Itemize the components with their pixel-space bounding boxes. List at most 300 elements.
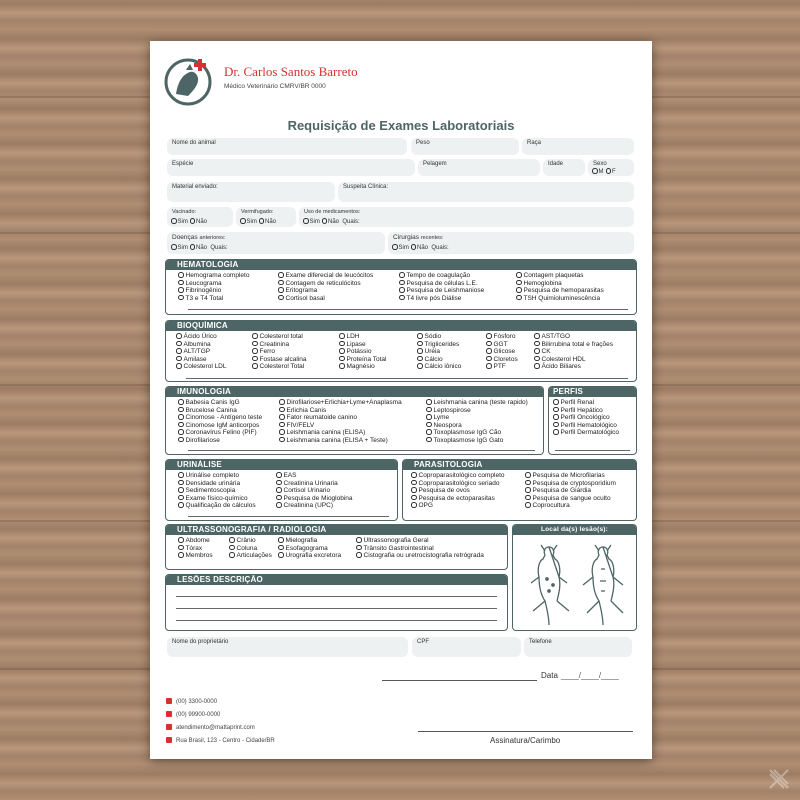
- exam-option-label: FIV/FELV: [286, 421, 315, 429]
- radio-circle-icon[interactable]: [399, 295, 405, 301]
- radio-circle-icon[interactable]: [178, 480, 184, 486]
- radio-circle-icon[interactable]: [279, 407, 285, 413]
- radio-circle-icon[interactable]: [417, 363, 423, 369]
- radio-circle-icon[interactable]: [178, 437, 184, 443]
- radio-no[interactable]: [259, 218, 265, 224]
- radio-circle-icon[interactable]: [276, 495, 282, 501]
- exam-option[interactable]: [178, 422, 262, 430]
- exam-option-label: Potássio: [346, 348, 372, 356]
- date-label: Data: [541, 671, 558, 680]
- exam-option[interactable]: [426, 399, 528, 407]
- radio-circle-icon[interactable]: [525, 480, 531, 486]
- exam-option-label: Fator reumatoide canino: [286, 414, 357, 422]
- exam-option[interactable]: [278, 537, 341, 545]
- radio-no[interactable]: [322, 218, 328, 224]
- exam-option[interactable]: [229, 545, 272, 553]
- exam-option[interactable]: [176, 348, 227, 356]
- exam-option[interactable]: [356, 537, 484, 545]
- exam-option-label: Fostase alcalina: [259, 355, 307, 363]
- section-bioquimica: [165, 320, 637, 382]
- radio-circle-icon[interactable]: [176, 348, 182, 354]
- exam-option-label: Coronavírus Felino (PIF): [185, 429, 257, 437]
- exam-option-label: Leishmania canina (teste rapido): [433, 399, 528, 406]
- description-line[interactable]: [176, 596, 497, 597]
- exam-option[interactable]: [411, 472, 505, 480]
- exam-option-label: Lipase: [346, 340, 366, 348]
- cpf-field[interactable]: CPF: [412, 637, 521, 657]
- radio-circle-icon[interactable]: [279, 437, 285, 443]
- radio-circle-icon[interactable]: [399, 272, 405, 278]
- radio-circle-icon[interactable]: [417, 356, 423, 362]
- exam-option[interactable]: [356, 552, 484, 560]
- exam-option-label: Mielografia: [285, 537, 318, 544]
- radio-circle-icon[interactable]: [356, 545, 362, 551]
- radio-circle-icon[interactable]: [417, 348, 423, 354]
- exam-option[interactable]: [399, 287, 484, 295]
- exam-option-label: Pesquisa de Leishmaniose: [406, 287, 485, 295]
- radio-circle-icon[interactable]: [178, 272, 184, 278]
- clinic-logo: [164, 56, 214, 106]
- exam-option-label: Creatinina (UPC): [283, 502, 333, 510]
- radio-circle-icon[interactable]: [178, 407, 184, 413]
- radio-no[interactable]: [411, 244, 417, 250]
- exam-option[interactable]: [178, 429, 262, 437]
- exam-option[interactable]: [411, 495, 505, 503]
- radio-circle-icon[interactable]: [426, 399, 432, 405]
- radio-circle-icon[interactable]: [178, 537, 184, 543]
- exam-option[interactable]: [339, 341, 387, 349]
- radio-circle-icon[interactable]: [486, 348, 492, 354]
- exam-option[interactable]: [178, 502, 256, 510]
- radio-circle-icon[interactable]: [229, 552, 235, 558]
- radio-circle-icon[interactable]: [553, 414, 559, 420]
- exam-option[interactable]: [417, 356, 461, 364]
- exam-option[interactable]: [553, 414, 619, 422]
- radio-circle-icon[interactable]: [417, 341, 423, 347]
- radio-circle-icon[interactable]: [534, 341, 540, 347]
- radio-circle-icon[interactable]: [176, 356, 182, 362]
- radio-circle-icon[interactable]: [178, 552, 184, 558]
- exam-option-label: Cinomose - Antígeno teste: [185, 414, 263, 422]
- radio-circle-icon[interactable]: [178, 429, 184, 435]
- section-local-lesao[interactable]: [512, 524, 637, 631]
- contact-phone: (00) 3300-0000: [166, 698, 217, 705]
- exam-option-label: Magnésio: [346, 363, 375, 371]
- exam-option[interactable]: [356, 545, 484, 553]
- exam-option[interactable]: [525, 480, 616, 488]
- exam-option[interactable]: [553, 407, 619, 415]
- material-field[interactable]: Material enviado:: [167, 182, 335, 202]
- exam-option[interactable]: [486, 348, 518, 356]
- checkbox-column: [178, 399, 262, 445]
- exam-option[interactable]: [339, 333, 387, 341]
- exam-option[interactable]: [279, 407, 402, 415]
- exam-option-label: Tórax: [185, 544, 203, 552]
- exam-option[interactable]: [278, 552, 341, 560]
- exam-option-label: Perfil Oncológico: [560, 414, 610, 422]
- exam-option[interactable]: [399, 280, 484, 288]
- exam-option-label: Perfil Renal: [560, 399, 595, 406]
- exam-option[interactable]: [229, 537, 272, 545]
- radio-male[interactable]: [592, 168, 598, 174]
- checkbox-column: [178, 272, 249, 302]
- age-field[interactable]: Idade: [543, 159, 585, 176]
- exam-option[interactable]: [178, 495, 256, 503]
- radio-circle-icon[interactable]: [176, 341, 182, 347]
- exam-option-label: Qualificação de cálculos: [185, 502, 256, 510]
- checkbox-column: [553, 399, 619, 437]
- owner-name-field[interactable]: Nome do proprietário: [167, 637, 408, 657]
- recent-surgeries-options[interactable]: Sim Não Quais:: [392, 244, 449, 251]
- exam-option[interactable]: [178, 537, 213, 545]
- exam-option-label: Colesterol LDL: [183, 363, 227, 371]
- exam-option[interactable]: [399, 295, 484, 303]
- exam-option[interactable]: [176, 356, 227, 364]
- radio-circle-icon[interactable]: [553, 399, 559, 405]
- radio-circle-icon[interactable]: [399, 280, 405, 286]
- exam-option-label: Colesterol Total: [259, 363, 305, 371]
- radio-circle-icon[interactable]: [486, 356, 492, 362]
- radio-circle-icon[interactable]: [252, 341, 258, 347]
- radio-circle-icon[interactable]: [553, 429, 559, 435]
- exam-option-label: Exame físico-químico: [185, 494, 248, 502]
- radio-circle-icon[interactable]: [525, 472, 531, 478]
- exam-option[interactable]: [525, 502, 616, 510]
- radio-circle-icon[interactable]: [176, 363, 182, 369]
- exam-option-label: Ácido Úrico: [183, 333, 217, 340]
- exam-option[interactable]: [516, 280, 604, 288]
- exam-option[interactable]: [276, 480, 353, 488]
- radio-circle-icon[interactable]: [178, 287, 184, 293]
- sex-field[interactable]: Sexo M F: [588, 159, 634, 176]
- section-title: LESÕES DESCRIÇÃO: [166, 575, 507, 585]
- exam-option[interactable]: [176, 363, 227, 371]
- exam-option-label: Perfil Hematológico: [560, 421, 617, 429]
- radio-circle-icon[interactable]: [534, 356, 540, 362]
- radio-circle-icon[interactable]: [516, 272, 522, 278]
- radio-circle-icon[interactable]: [486, 363, 492, 369]
- radio-circle-icon[interactable]: [178, 472, 184, 478]
- radio-circle-icon[interactable]: [411, 502, 417, 508]
- signature-line[interactable]: [418, 731, 633, 732]
- dog-body-diagram-icon[interactable]: [521, 539, 631, 627]
- exam-option[interactable]: [279, 437, 402, 445]
- exam-option-label: Pesquisa de ovos: [418, 487, 470, 495]
- radio-circle-icon[interactable]: [417, 333, 423, 339]
- exam-option-label: Hemograma completo: [185, 272, 250, 279]
- exam-option[interactable]: [178, 414, 262, 422]
- exam-option[interactable]: [178, 272, 249, 280]
- exam-option-label: Uréia: [424, 348, 441, 356]
- exam-option[interactable]: [178, 472, 256, 480]
- date-input[interactable]: ____/____/____: [561, 671, 619, 680]
- radio-no[interactable]: [190, 218, 196, 224]
- checkbox-column: [278, 272, 373, 302]
- radio-circle-icon[interactable]: [399, 287, 405, 293]
- radio-circle-icon[interactable]: [176, 333, 182, 339]
- medication-field[interactable]: Uso de medicamentos: Sim Não Quais:: [299, 207, 634, 227]
- exam-option[interactable]: [417, 348, 461, 356]
- radio-circle-icon[interactable]: [278, 537, 284, 543]
- exam-option-label: Sedimentoscopia: [185, 487, 236, 495]
- exam-option-label: Erlichia Canis: [286, 406, 327, 414]
- exam-option-label: OPG: [418, 502, 433, 510]
- exam-option[interactable]: [279, 422, 402, 430]
- exam-option[interactable]: [252, 348, 306, 356]
- exam-option[interactable]: [278, 287, 373, 295]
- exam-option-label: Coluna: [236, 544, 258, 552]
- radio-circle-icon[interactable]: [516, 295, 522, 301]
- radio-circle-icon[interactable]: [279, 429, 285, 435]
- exam-option[interactable]: [178, 437, 262, 445]
- exam-option[interactable]: [534, 348, 613, 356]
- radio-circle-icon[interactable]: [276, 502, 282, 508]
- radio-circle-icon[interactable]: [178, 487, 184, 493]
- radio-circle-icon[interactable]: [178, 414, 184, 420]
- exam-option[interactable]: [252, 363, 306, 371]
- animal-name-field[interactable]: Nome do animal: [167, 138, 407, 155]
- exam-option[interactable]: [276, 502, 353, 510]
- prev-diseases-field[interactable]: Doenças anteriores: Sim Não Quais:: [167, 232, 385, 254]
- exam-option-label: Fósforo: [493, 333, 516, 340]
- exam-option[interactable]: [278, 295, 373, 303]
- dewormed-options[interactable]: Sim Não: [240, 218, 276, 225]
- whatsapp-icon: [166, 711, 172, 717]
- dewormed-field[interactable]: Vermifugado: Sim Não: [236, 207, 296, 227]
- exam-option[interactable]: [534, 333, 613, 341]
- exam-option[interactable]: [525, 472, 616, 480]
- exam-option[interactable]: [411, 480, 505, 488]
- exam-option[interactable]: [276, 472, 353, 480]
- exam-option[interactable]: [553, 399, 619, 407]
- exam-option[interactable]: [486, 363, 518, 371]
- exam-option[interactable]: [426, 437, 528, 445]
- radio-circle-icon[interactable]: [516, 287, 522, 293]
- exam-option[interactable]: [229, 552, 272, 560]
- radio-circle-icon[interactable]: [534, 348, 540, 354]
- exam-option[interactable]: [426, 422, 528, 430]
- radio-circle-icon[interactable]: [486, 341, 492, 347]
- exam-option-label: Urografia excretora: [285, 552, 342, 560]
- exam-option[interactable]: [339, 356, 387, 364]
- radio-circle-icon[interactable]: [278, 272, 284, 278]
- exam-option[interactable]: [279, 429, 402, 437]
- radio-circle-icon[interactable]: [252, 348, 258, 354]
- radio-circle-icon[interactable]: [534, 363, 540, 369]
- exam-option[interactable]: [178, 280, 249, 288]
- exam-option[interactable]: [176, 333, 227, 341]
- radio-circle-icon[interactable]: [276, 480, 282, 486]
- radio-circle-icon[interactable]: [411, 495, 417, 501]
- radio-circle-icon[interactable]: [411, 487, 417, 493]
- radio-circle-icon[interactable]: [553, 422, 559, 428]
- exam-option-label: Trânsito Gastrointestinal: [363, 544, 434, 552]
- exam-option[interactable]: [399, 272, 484, 280]
- exam-option[interactable]: [279, 399, 402, 407]
- section-perfis: [548, 386, 637, 455]
- exam-option[interactable]: [411, 502, 505, 510]
- radio-circle-icon[interactable]: [339, 333, 345, 339]
- radio-circle-icon[interactable]: [278, 545, 284, 551]
- radio-circle-icon[interactable]: [278, 280, 284, 286]
- radio-circle-icon[interactable]: [178, 545, 184, 551]
- vaccinated-field[interactable]: Vacinado: Sim Não: [167, 207, 233, 227]
- medication-options[interactable]: Sim Não Quais:: [303, 218, 360, 225]
- exam-option[interactable]: [417, 333, 461, 341]
- exam-option[interactable]: [339, 363, 387, 371]
- coat-field[interactable]: Pelagem: [418, 159, 540, 176]
- exam-option[interactable]: [486, 356, 518, 364]
- radio-circle-icon[interactable]: [178, 295, 184, 301]
- radio-circle-icon[interactable]: [525, 487, 531, 493]
- radio-circle-icon[interactable]: [278, 287, 284, 293]
- radio-circle-icon[interactable]: [279, 414, 285, 420]
- exam-option[interactable]: [486, 341, 518, 349]
- exam-option[interactable]: [339, 348, 387, 356]
- radio-circle-icon[interactable]: [411, 480, 417, 486]
- radio-no[interactable]: [190, 244, 196, 250]
- radio-yes[interactable]: [171, 218, 177, 224]
- radio-circle-icon[interactable]: [339, 356, 345, 362]
- exam-option[interactable]: [178, 545, 213, 553]
- exam-option[interactable]: [178, 287, 249, 295]
- exam-option[interactable]: [252, 356, 306, 364]
- exam-option[interactable]: [178, 552, 213, 560]
- radio-circle-icon[interactable]: [553, 407, 559, 413]
- exam-option[interactable]: [278, 272, 373, 280]
- radio-circle-icon[interactable]: [486, 333, 492, 339]
- section-parasitologia: [402, 459, 637, 521]
- vaccinated-options[interactable]: Sim Não: [171, 218, 207, 225]
- radio-circle-icon[interactable]: [339, 348, 345, 354]
- radio-circle-icon[interactable]: [426, 437, 432, 443]
- exam-option-label: Exame diferecial de leucócitos: [285, 272, 374, 279]
- exam-option-label: Cálcio: [424, 355, 443, 363]
- exam-option[interactable]: [525, 495, 616, 503]
- radio-yes[interactable]: [171, 244, 177, 250]
- exam-option-label: Cortisol Urinario: [283, 487, 331, 495]
- radio-circle-icon[interactable]: [426, 422, 432, 428]
- exam-option-label: Pesquisa de Mioglobina: [283, 494, 353, 502]
- exam-option[interactable]: [252, 333, 306, 341]
- exam-option[interactable]: [516, 295, 604, 303]
- exam-option[interactable]: [178, 480, 256, 488]
- radio-circle-icon[interactable]: [178, 495, 184, 501]
- weight-field[interactable]: Peso: [411, 138, 519, 155]
- species-field[interactable]: Espécie: [167, 159, 415, 176]
- exam-option[interactable]: [553, 429, 619, 437]
- radio-circle-icon[interactable]: [229, 545, 235, 551]
- exam-option[interactable]: [279, 414, 402, 422]
- prev-diseases-options[interactable]: Sim Não Quais:: [171, 244, 228, 251]
- radio-circle-icon[interactable]: [178, 399, 184, 405]
- radio-circle-icon[interactable]: [279, 422, 285, 428]
- radio-circle-icon[interactable]: [276, 472, 282, 478]
- exam-option[interactable]: [276, 487, 353, 495]
- exam-option-label: Ferro: [259, 348, 276, 356]
- clinical-suspicion-field[interactable]: Suspeita Clínica:: [338, 182, 634, 202]
- breed-field[interactable]: Raça: [522, 138, 634, 155]
- exam-option[interactable]: [525, 487, 616, 495]
- description-line[interactable]: [176, 620, 497, 621]
- exam-option[interactable]: [178, 399, 262, 407]
- exam-option[interactable]: [178, 487, 256, 495]
- exam-option[interactable]: [278, 280, 373, 288]
- radio-circle-icon[interactable]: [278, 552, 284, 558]
- exam-option-label: Pesquisa de cryptosporidium: [532, 479, 616, 487]
- radio-circle-icon[interactable]: [426, 407, 432, 413]
- checkbox-column: [339, 333, 387, 371]
- exam-option[interactable]: [534, 341, 613, 349]
- exam-option[interactable]: [276, 495, 353, 503]
- exam-option[interactable]: [178, 295, 249, 303]
- exam-option[interactable]: [426, 407, 528, 415]
- radio-circle-icon[interactable]: [426, 414, 432, 420]
- exam-option-label: Perfil Dermatológico: [560, 429, 620, 437]
- exam-option[interactable]: [553, 422, 619, 430]
- radio-circle-icon[interactable]: [411, 472, 417, 478]
- exam-option[interactable]: [516, 272, 604, 280]
- radio-circle-icon[interactable]: [339, 363, 345, 369]
- radio-circle-icon[interactable]: [525, 502, 531, 508]
- exam-option[interactable]: [417, 363, 461, 371]
- radio-circle-icon[interactable]: [252, 333, 258, 339]
- phone-field[interactable]: Telefone: [524, 637, 632, 657]
- radio-circle-icon[interactable]: [525, 495, 531, 501]
- radio-female[interactable]: [606, 168, 612, 174]
- exam-option[interactable]: [411, 487, 505, 495]
- exam-option-label: Urinálise completo: [185, 472, 239, 479]
- radio-circle-icon[interactable]: [339, 341, 345, 347]
- radio-circle-icon[interactable]: [278, 295, 284, 301]
- sex-options[interactable]: M F: [592, 168, 616, 175]
- radio-yes[interactable]: [303, 218, 309, 224]
- exam-option[interactable]: [252, 341, 306, 349]
- exam-option[interactable]: [278, 545, 341, 553]
- radio-circle-icon[interactable]: [516, 280, 522, 286]
- section-title: Local da(s) lesão(s):: [513, 525, 636, 535]
- exam-option[interactable]: [486, 333, 518, 341]
- radio-circle-icon[interactable]: [534, 333, 540, 339]
- radio-circle-icon[interactable]: [279, 399, 285, 405]
- radio-circle-icon[interactable]: [276, 487, 282, 493]
- radio-circle-icon[interactable]: [178, 422, 184, 428]
- section-title: PARASITOLOGIA: [403, 460, 636, 470]
- radio-circle-icon[interactable]: [426, 429, 432, 435]
- radio-circle-icon[interactable]: [229, 537, 235, 543]
- exam-option[interactable]: [516, 287, 604, 295]
- exam-option-label: Neospora: [433, 421, 462, 429]
- radio-circle-icon[interactable]: [252, 356, 258, 362]
- email-icon: [166, 724, 172, 730]
- exam-option[interactable]: [417, 341, 461, 349]
- radio-circle-icon[interactable]: [356, 552, 362, 558]
- radio-circle-icon[interactable]: [252, 363, 258, 369]
- radio-circle-icon[interactable]: [356, 537, 362, 543]
- checkbox-column: [417, 333, 461, 371]
- exam-option[interactable]: [426, 429, 528, 437]
- radio-circle-icon[interactable]: [178, 280, 184, 286]
- radio-yes[interactable]: [392, 244, 398, 250]
- exam-option[interactable]: [178, 407, 262, 415]
- exam-option[interactable]: [534, 363, 613, 371]
- exam-option[interactable]: [176, 341, 227, 349]
- exam-option[interactable]: [426, 414, 528, 422]
- description-line[interactable]: [176, 608, 497, 609]
- radio-circle-icon[interactable]: [178, 502, 184, 508]
- radio-yes[interactable]: [240, 218, 246, 224]
- recent-surgeries-field[interactable]: Cirurgias recentes: Sim Não Quais:: [388, 232, 634, 254]
